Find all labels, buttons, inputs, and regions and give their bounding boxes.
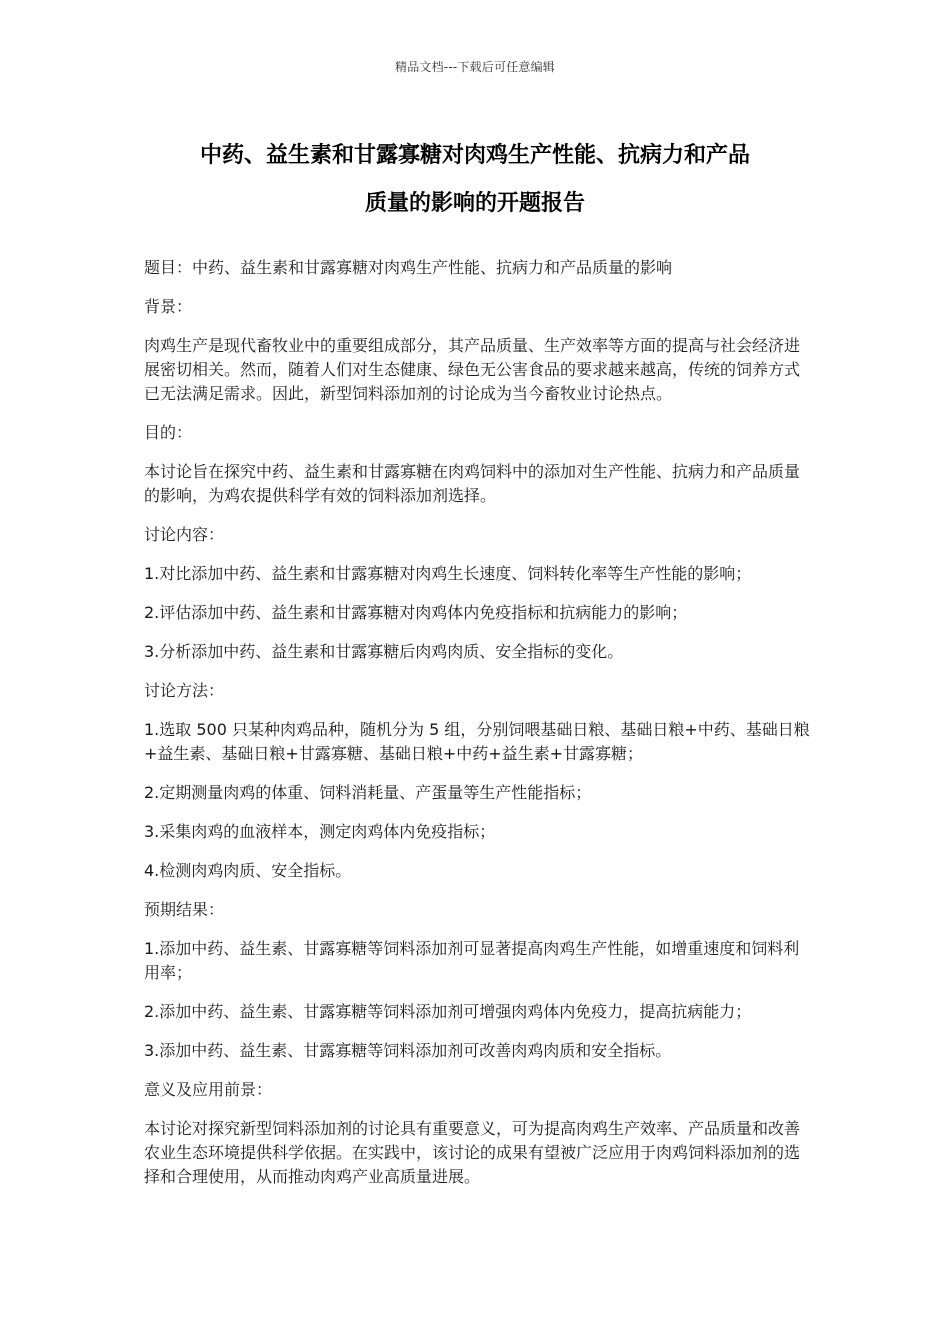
content-heading: 讨论内容： bbox=[144, 525, 225, 544]
result-item: 3.添加中药、益生素、甘露寡糖等饲料添加剂可改善肉鸡肉质和安全指标。 bbox=[144, 1041, 672, 1060]
method-item: 1.选取 500 只某种肉鸡品种，随机分为 5 组，分别饲喂基础日粮、基础日粮+中药、基础日粮+益生素、基础日粮+甘露寡糖、基础日粮+中药+益生素+甘露寡糖； bbox=[144, 720, 810, 763]
significance-heading: 意义及应用前景： bbox=[144, 1080, 273, 1099]
purpose-paragraph: 本讨论旨在探究中药、益生素和甘露寡糖在肉鸡饲料中的添加对生产性能、抗病力和产品质量的影响，为鸡农提供科学有效的饲料添加剂选择。 bbox=[144, 462, 801, 505]
page-header-note: 精品文档---下载后可任意编辑 bbox=[395, 60, 555, 74]
purpose-heading: 目的： bbox=[144, 423, 193, 442]
method-item: 3.采集肉鸡的血液样本，测定肉鸡体内免疫指标； bbox=[144, 822, 496, 841]
method-heading: 讨论方法： bbox=[144, 681, 225, 700]
result-item: 2.添加中药、益生素、甘露寡糖等饲料添加剂可增强肉鸡体内免疫力，提高抗病能力； bbox=[144, 1002, 752, 1021]
method-item: 4.检测肉鸡肉质、安全指标。 bbox=[144, 861, 352, 880]
document-title bbox=[140, 132, 810, 228]
content-item: 2.评估添加中药、益生素和甘露寡糖对肉鸡体内免疫指标和抗病能力的影响； bbox=[144, 603, 688, 622]
title-line-1: 中药、益生素和甘露寡糖对肉鸡生产性能、抗病力和产品 bbox=[199, 143, 750, 168]
content-item: 3.分析添加中药、益生素和甘露寡糖后肉鸡肉质、安全指标的变化。 bbox=[144, 642, 624, 661]
method-item: 2.定期测量肉鸡的体重、饲料消耗量、产蛋量等生产性能指标； bbox=[144, 783, 592, 802]
background-paragraph: 肉鸡生产是现代畜牧业中的重要组成部分，其产品质量、生产效率等方面的提高与社会经济进展密切相关。然而，随着人们对生态健康、绿色无公害食品的要求越来越高，传统的饲养方式已无法满足需求。因此，新型饲料添加剂的讨论成为当今畜牧业讨论热点。 bbox=[144, 336, 801, 403]
result-heading: 预期结果： bbox=[144, 900, 225, 919]
result-item: 1.添加中药、益生素、甘露寡糖等饲料添加剂可显著提高肉鸡生产性能，如增重速度和饲料利用率； bbox=[144, 939, 800, 982]
background-heading: 背景： bbox=[144, 297, 193, 316]
significance-paragraph: 本讨论对探究新型饲料添加剂的讨论具有重要意义，可为提高肉鸡生产效率、产品质量和改善农业生态环境提供科学依据。在实践中，该讨论的成果有望被广泛应用于肉鸡饲料添加剂的选择和合理使用，从而推动肉鸡产业高质量进展。 bbox=[144, 1119, 801, 1186]
content-item: 1.对比添加中药、益生素和甘露寡糖对肉鸡生长速度、饲料转化率等生产性能的影响； bbox=[144, 564, 752, 583]
document-body bbox=[144, 256, 810, 1204]
topic-paragraph: 题目：中药、益生素和甘露寡糖对肉鸡生产性能、抗病力和产品质量的影响 bbox=[144, 258, 673, 277]
title-line-2: 质量的影响的开题报告 bbox=[364, 191, 585, 216]
